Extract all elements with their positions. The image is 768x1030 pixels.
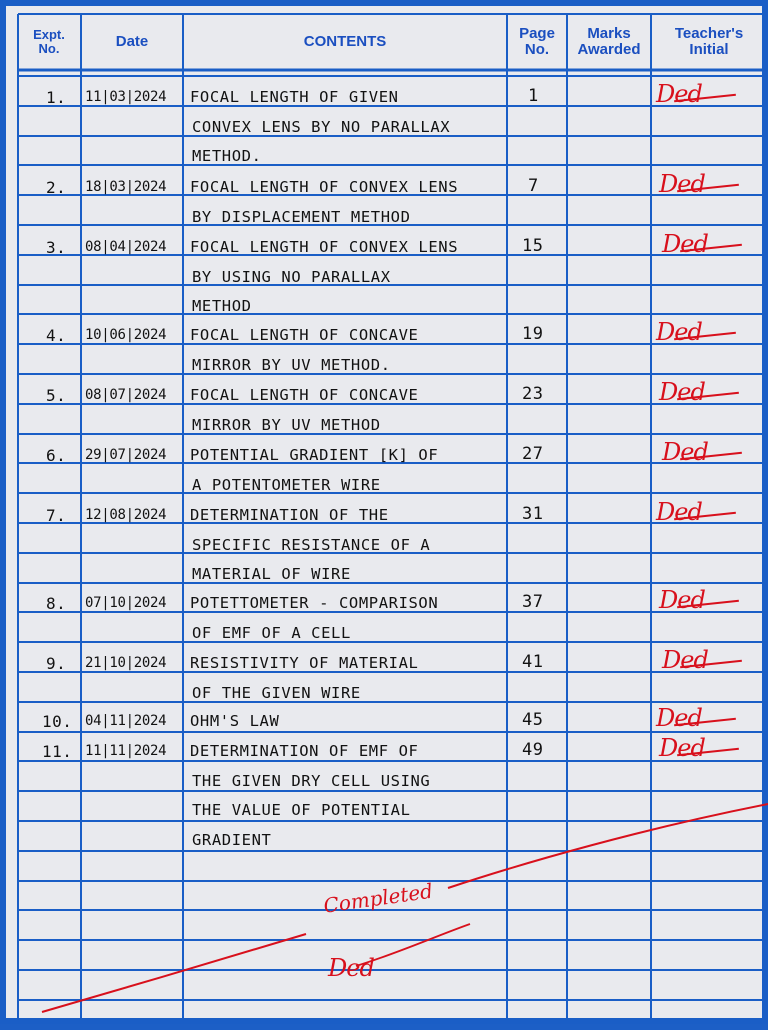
header-contents: CONTENTS [303, 33, 387, 51]
entry-date: 11|11|2024 [85, 743, 167, 759]
entry-contents-line: DETERMINATION OF EMF OF [190, 742, 419, 760]
entry-number: 2. [46, 178, 67, 197]
entry-contents-line: MIRROR BY UV METHOD [192, 416, 381, 434]
entry-contents-line: DETERMINATION OF THE [190, 506, 389, 524]
entry-date: 04|11|2024 [85, 713, 167, 729]
entry-number: 10. [42, 712, 73, 731]
entry-contents-line: THE GIVEN DRY CELL USING [192, 772, 431, 790]
entry-page-number: 41 [522, 652, 544, 672]
entry-page-number: 19 [522, 324, 544, 344]
entry-number: 7. [46, 506, 67, 525]
header-page-no: Page No. [519, 25, 555, 58]
header-marks-awarded: Marks Awarded [577, 25, 641, 58]
entry-date: 21|10|2024 [85, 655, 167, 671]
entry-number: 6. [46, 446, 67, 465]
entry-contents-line: RESISTIVITY OF MATERIAL [190, 654, 419, 672]
teacher-initial-signature: Ded [659, 170, 705, 198]
closing-annotation [6, 6, 768, 1030]
entry-contents-line: POTENTIAL GRADIENT [K] OF [190, 446, 439, 464]
entry-date: 11|03|2024 [85, 89, 167, 105]
entry-number: 11. [42, 742, 73, 761]
entry-contents-line: METHOD. [192, 147, 262, 165]
teacher-initial-signature: Ded [656, 80, 702, 108]
teacher-initial-signature: Ded [656, 498, 702, 526]
entry-page-number: 27 [522, 444, 544, 464]
entry-number: 5. [46, 386, 67, 405]
entry-contents-line: BY USING NO PARALLAX [192, 268, 391, 286]
entry-contents-line: FOCAL LENGTH OF CONVEX LENS [190, 238, 459, 256]
entry-page-number: 31 [522, 504, 544, 524]
entry-contents-line: A POTENTOMETER WIRE [192, 476, 381, 494]
entry-number: 3. [46, 238, 67, 257]
strike-through-lines [6, 6, 768, 1030]
teacher-initial-signature: Ded [659, 586, 705, 614]
entry-contents-line: OF THE GIVEN WIRE [192, 684, 361, 702]
header-expt-no: Expt. No. [33, 27, 65, 56]
entry-contents-line: CONVEX LENS BY NO PARALLAX [192, 118, 451, 136]
entry-contents-line: GRADIENT [192, 831, 272, 849]
entry-page-number: 45 [522, 710, 544, 730]
entry-contents-line: POTETTOMETER - COMPARISON [190, 594, 439, 612]
teacher-initial-signature: Ded [656, 318, 702, 346]
entry-page-number: 1 [528, 86, 539, 106]
teacher-initial-signature: Ded [659, 378, 705, 406]
entry-contents-line: OHM'S LAW [190, 712, 280, 730]
entry-contents-line: BY DISPLACEMENT METHOD [192, 208, 411, 226]
entry-page-number: 37 [522, 592, 544, 612]
header-teacher-initial: Teacher's Initial [674, 25, 744, 58]
entry-contents-line: FOCAL LENGTH OF CONCAVE [190, 386, 419, 404]
entry-page-number: 7 [528, 176, 539, 196]
entry-date: 12|08|2024 [85, 507, 167, 523]
entry-date: 08|04|2024 [85, 239, 167, 255]
entry-contents-line: METHOD [192, 297, 252, 315]
entry-contents-line: FOCAL LENGTH OF GIVEN [190, 88, 399, 106]
entry-number: 9. [46, 654, 67, 673]
entry-date: 08|07|2024 [85, 387, 167, 403]
teacher-initial-signature: Ded [662, 646, 708, 674]
entry-page-number: 23 [522, 384, 544, 404]
teacher-initial-signature: Ded [656, 704, 702, 732]
entry-page-number: 49 [522, 740, 544, 760]
header-date: Date [115, 33, 149, 51]
entry-page-number: 15 [522, 236, 544, 256]
entry-contents-line: SPECIFIC RESISTANCE OF A [192, 536, 431, 554]
teacher-initial-signature: Ded [659, 734, 705, 762]
entry-number: 1. [46, 88, 67, 107]
entry-date: 10|06|2024 [85, 327, 167, 343]
entry-contents-line: MIRROR BY UV METHOD. [192, 356, 391, 374]
entry-contents-line: FOCAL LENGTH OF CONCAVE [190, 326, 419, 344]
entry-contents-line: OF EMF OF A CELL [192, 624, 351, 642]
entry-date: 29|07|2024 [85, 447, 167, 463]
entry-date: 07|10|2024 [85, 595, 167, 611]
entry-number: 8. [46, 594, 67, 613]
teacher-initial-signature: Ded [662, 438, 708, 466]
teacher-initial-signature: Ded [662, 230, 708, 258]
entry-contents-line: MATERIAL OF WIRE [192, 565, 351, 583]
entry-contents-line: FOCAL LENGTH OF CONVEX LENS [190, 178, 459, 196]
completed-note: Completed [322, 878, 435, 918]
entry-date: 18|03|2024 [85, 179, 167, 195]
teacher-signature: Ded [328, 954, 374, 982]
entry-number: 4. [46, 326, 67, 345]
entry-contents-line: THE VALUE OF POTENTIAL [192, 801, 411, 819]
